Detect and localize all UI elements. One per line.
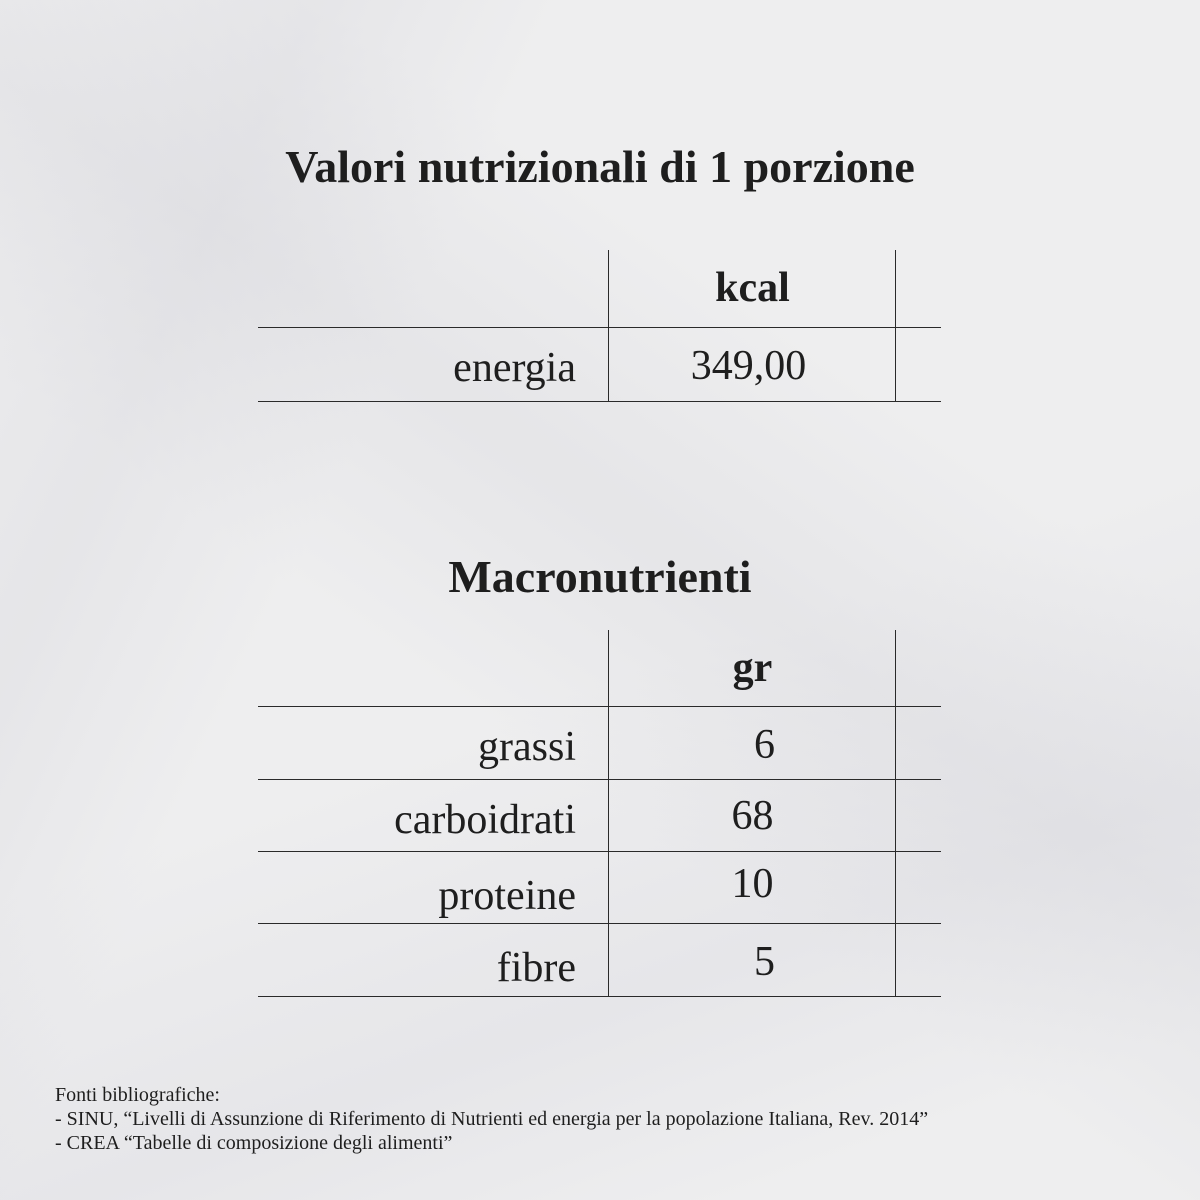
table-row-value-cell xyxy=(608,780,895,852)
table-row-value-cell xyxy=(608,707,895,780)
table-row-value-cell xyxy=(608,852,895,924)
energy-header-spacer xyxy=(895,250,941,328)
macro-header-empty xyxy=(258,630,608,707)
macro-label-fibre: fibre xyxy=(496,945,576,991)
source-item: - SINU, “Livelli di Assunzione di Riferimento di Nutrienti ed energia per la popolazione Italiana, Rev. 2014” xyxy=(55,1108,929,1130)
table-row-spacer xyxy=(895,328,941,402)
macro-value-proteine: 10 xyxy=(731,861,774,907)
table-row-label-cell xyxy=(258,328,608,402)
energy-header-empty xyxy=(258,250,608,328)
table-row-value-cell xyxy=(608,328,895,402)
macro-label-carboidrati: carboidrati xyxy=(394,797,576,843)
macro-unit-header: gr xyxy=(732,645,773,691)
sources-block xyxy=(55,1083,928,1155)
macro-value-fibre: 5 xyxy=(754,939,775,985)
macro-title: Macronutrienti xyxy=(448,551,752,602)
table-row-spacer xyxy=(895,924,941,997)
energy-value: 349,00 xyxy=(690,343,807,389)
table-row-spacer xyxy=(895,852,941,924)
energy-title: Valori nutrizionali di 1 porzione xyxy=(285,141,915,192)
sources-heading: Fonti bibliografiche: xyxy=(55,1084,220,1106)
macro-label-grassi: grassi xyxy=(478,724,576,770)
table-row-label-cell xyxy=(258,707,608,780)
macro-label-proteine: proteine xyxy=(438,873,576,919)
energy-label: energia xyxy=(453,345,576,391)
table-row-label-cell xyxy=(258,852,608,924)
table-row-label-cell xyxy=(258,924,608,997)
table-row-spacer xyxy=(895,780,941,852)
energy-unit-header-cell xyxy=(608,250,895,328)
macro-header-spacer xyxy=(895,630,941,707)
table-row-value-cell xyxy=(608,924,895,997)
macro-value-carboidrati: 68 xyxy=(731,793,774,839)
energy-unit-header: kcal xyxy=(715,265,790,311)
table-row-label-cell xyxy=(258,780,608,852)
table-row-spacer xyxy=(895,707,941,780)
macro-value-grassi: 6 xyxy=(754,722,775,768)
macro-table xyxy=(258,630,941,997)
macro-unit-header-cell xyxy=(608,630,895,707)
source-item: - CREA “Tabelle di composizione degli alimenti” xyxy=(55,1132,453,1154)
energy-table xyxy=(258,250,941,402)
